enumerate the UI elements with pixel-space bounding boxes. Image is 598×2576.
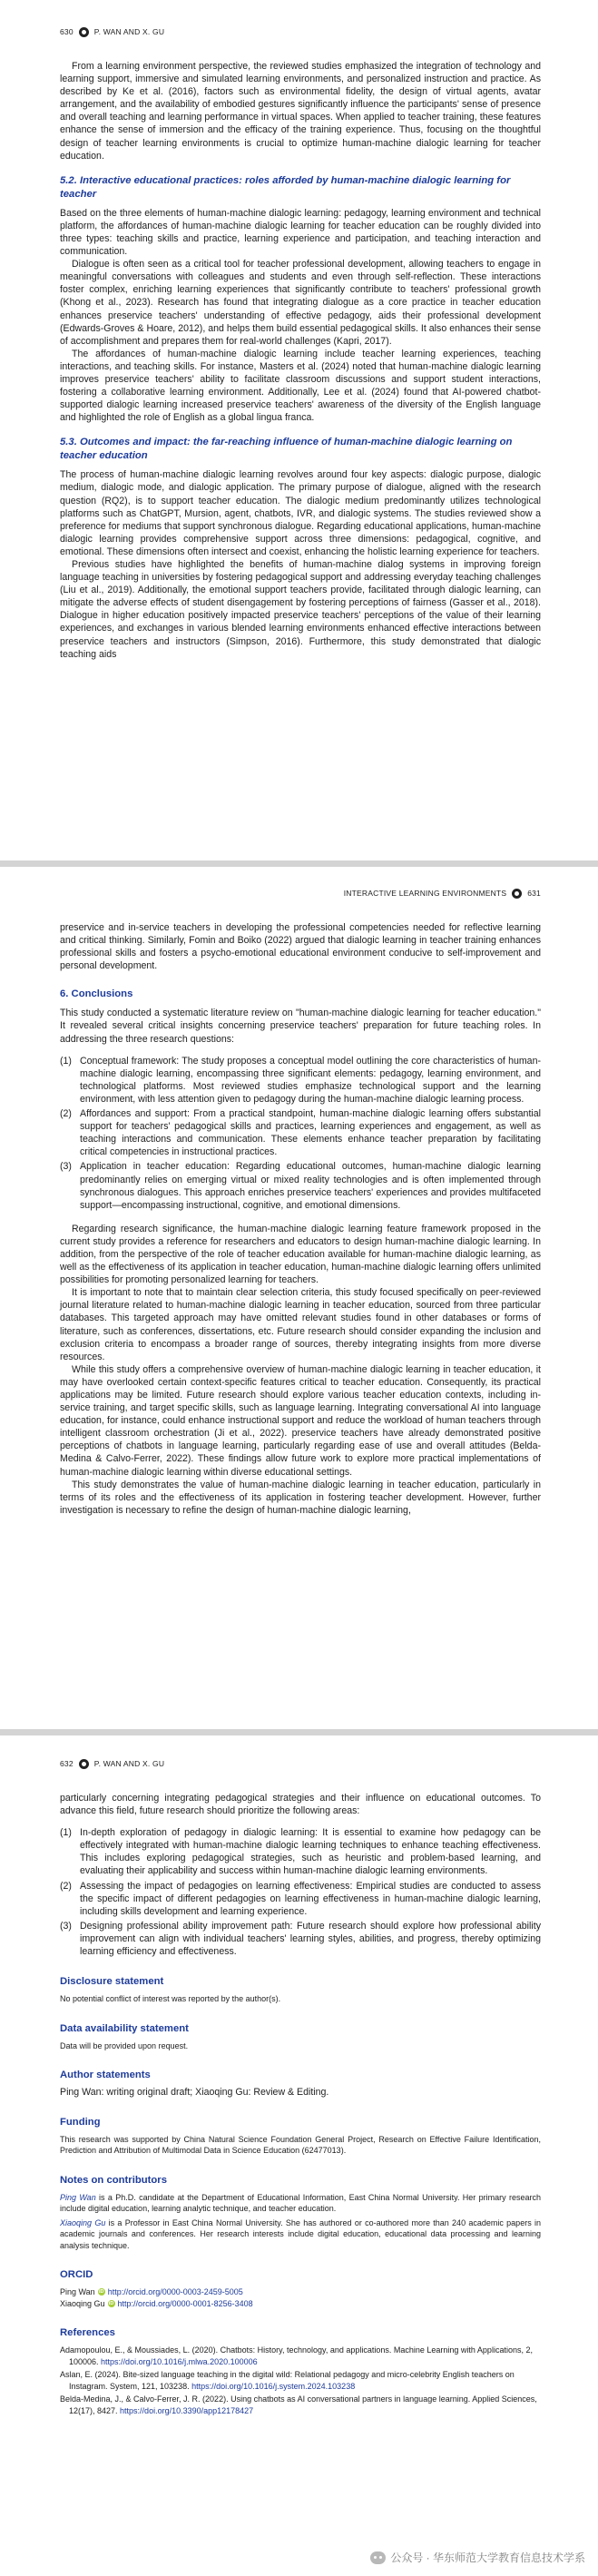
journal-logo-icon — [512, 889, 522, 899]
contributor-name[interactable]: Xiaoqing Gu — [60, 2217, 106, 2227]
list-marker: (3) — [60, 1920, 72, 1932]
paragraph: It is important to note that to maintain clear selection criteria, this study focused specifically on peer-reviewed journal literature related to human-machine dialogic learning in teacher education, sourced from three particular databases. This targeted approach may have omitted relevant studies found in other databases or forms of literature, such as conferences, dissertations, etc. Future research should consider expanding the inclusion and exclusion criteria to encompass a broader range of sources, thereby integrating insights from more diverse resources. — [60, 1287, 541, 1362]
numbered-list — [60, 1826, 541, 1958]
list-item — [60, 1107, 541, 1158]
list-item-text: Conceptual framework: The study proposes a conceptual model outlining the core characteristics of human-machine dialogic learning, encompassing three significant elements: pedagogy, learning environment, and technological platforms. Most reviewed studies emphasize technological support and the learning environment, with less attention given to pedagogy during the human-machine dialogic learning process. — [80, 1055, 541, 1105]
orcid-author: Xiaoqing Gu — [60, 2298, 105, 2308]
running-head — [60, 1757, 541, 1770]
paragraph: The process of human-machine dialogic learning revolves around four key aspects: dialogic purpose, dialogic medium, dialogic mode, and dialogic application. The primary purpose of dialogue, aligned with the research question (RQ2), is to support teacher education. The dialogic medium predominantly utilizes technological platforms such as ChatGPT, Mursion, agent, chatbots, IVR, and dialogic systems. The studies reviewed show a preference for mediums that support synchronous dialogue. Regarding educational applications, human-machine dialogic learning provides comprehensive support across three dimensions: pedagogical, cognitive, and emotional. These dimensions often intersect and coexist, enhancing the holistic learning experience for teachers. — [60, 469, 541, 557]
page-631 — [0, 867, 598, 1729]
page-632 — [0, 1735, 598, 2576]
wechat-icon — [370, 2551, 386, 2564]
orcid-entry — [60, 2286, 541, 2298]
list-marker: (1) — [60, 1827, 72, 1839]
reference-text: Adamopoulou, E., & Moussiades, L. (2020). Chatbots: History, technology, and applications. Machine Learning with Applications, 2, 100006. — [60, 2345, 533, 2366]
reference-text: Aslan, E. (2024). Bite-sized language teaching in the digital wild: Relational pedagogy and micro-celebrity English teachers on Instagram. System, 121, 103238. — [60, 2370, 515, 2391]
list-marker: (3) — [60, 1161, 72, 1173]
list-marker: (2) — [60, 1108, 72, 1120]
section-heading-5-3: 5.3. Outcomes and impact: the far-reaching influence of human-machine dialogic learning on teacher education — [60, 437, 513, 462]
contributor-bio: is a Ph.D. candidate at the Department of Educational Information, East China Normal University. Her primary research include digital education, learning analytic technique, and teacher education. — [60, 2192, 542, 2214]
running-head — [60, 25, 541, 38]
orcid-icon: iD — [98, 2289, 104, 2296]
reference-doi-link[interactable]: https://doi.org/10.1016/j.system.2024.103238 — [191, 2381, 356, 2391]
paragraph: Regarding research significance, the human-machine dialogic learning feature framework proposed in the current study provides a reference for researchers and educators to design human-machine dialogic learning. In addition, from the perspective of the role of teacher education available for human-machine dialogic learning, as well as the effectiveness of its application in teacher education, human-machine dialogic learning offers unlimited possibilities for promoting personalized learning for teachers. — [60, 1223, 541, 1286]
reference-item — [60, 2369, 541, 2392]
running-head-authors: P. WAN AND X. GU — [93, 27, 165, 36]
paragraph: The affordances of human-machine dialogic learning include teacher learning experiences, teaching interactions, and teaching skills. For instance, Masters et al. (2024) noted that human-machine dialogic learning improves preservice teachers' ability to facilitate classroom discussions and support student interactions, fostering a collaborative learning environment. Additionally, Lee et al. (2024) found that AI-powered chatbot-supported dialogic learning increased preservice teachers' awareness of the diversity of the English language and highlighted the role of English as a global lingua franca. — [60, 348, 541, 424]
running-head-authors: P. WAN AND X. GU — [93, 1759, 165, 1768]
running-head-journal: INTERACTIVE LEARNING ENVIRONMENTS — [343, 889, 507, 898]
section-heading-data-availability: Data availability statement — [60, 2022, 189, 2034]
list-item — [60, 1826, 541, 1877]
list-marker: (1) — [60, 1055, 72, 1067]
orcid-entry — [60, 2298, 541, 2310]
section-heading-references: References — [60, 2327, 115, 2339]
paragraph: This study conducted a systematic literature review on "human-machine dialogic learning for teacher education." It revealed several critical insights concerning preservice teachers' preparation for future teaching roles. In addressing the three research questions: — [60, 1008, 541, 1045]
journal-logo-icon — [79, 27, 89, 37]
numbered-list — [60, 1055, 541, 1212]
author-statements-text: Ping Wan: writing original draft; Xiaoqing Gu: Review & Editing. — [60, 2087, 329, 2099]
list-item-text: In-depth exploration of pedagogy in dialogic learning: It is essential to examine how pedagogy can be effectively integrated with human-machine dialogic learning techniques to enhance teaching effectiveness. This includes exploring pedagogical strategies, such as heuristic and problem-based learning, and evaluating their applicability and success within human-machine dialogic learning environments. — [80, 1827, 541, 1877]
list-item-text: Application in teacher education: Regarding educational outcomes, human-machine dialogic learning predominantly relies on emerging virtual or mixed reality technologies and is often implemented through synchronous dialogues. This approach enriches preservice teachers' experiences and provides multifaceted support—encompassing instructional, cognitive, and emotional dimensions. — [80, 1161, 541, 1211]
orcid-link[interactable]: http://orcid.org/0000-0001-8256-3408 — [117, 2298, 253, 2308]
list-item-text: Affordances and support: From a practical standpoint, human-machine dialogic learning offers substantial support for teachers' pedagogical skills and practices, learning experiences and engagement, as well as teaching interactions and communication. These elements enhance teacher preparation by facilitating critical competencies in instructional practices. — [80, 1108, 541, 1158]
orcid-icon: iD — [108, 2300, 114, 2306]
watermark-text: 公众号 · 华东师范大学教育信息技术学系 — [390, 2551, 585, 2564]
list-item — [60, 1880, 541, 1918]
paragraph: Dialogue is often seen as a critical tool for teacher professional development, allowing teachers to engage in meaningful conversations with colleagues and students and even through self-reflection. These interactions foster complex, enriching learning experiences that significantly contribute to teachers' professional growth (Khong et al., 2023). Research has found that integrating dialogue as a core practice in teacher education enhances preservice teachers' understanding of effective pedagogy, aids their professional development (Edwards-Groves & Hoare, 2012), and helps them build essential pedagogical skills. It also enhances their sense of accomplishment and prepares them for real-world challenges (Kapri, 2017). — [60, 259, 541, 347]
reference-list — [60, 2345, 541, 2416]
page-number: 632 — [60, 1759, 74, 1768]
section-heading-disclosure: Disclosure statement — [60, 1976, 164, 1988]
section-heading-5-2: 5.2. Interactive educational practices: roles afforded by human-machine dialogic learning for teacher — [60, 174, 511, 200]
contributor-note — [60, 2217, 541, 2252]
list-item — [60, 1920, 541, 1958]
watermark — [370, 2550, 585, 2565]
funding-text: This research was supported by China Natural Science Foundation General Project, Research on Effective Failure Identification, Prediction and Attribution of Multimodal Data in Science Education (62477013). — [60, 2134, 541, 2156]
disclosure-text: No potential conflict of interest was reported by the author(s). — [60, 1994, 281, 2004]
paragraph: This study demonstrates the value of human-machine dialogic learning in teacher education, particularly in terms of its roles and the effectiveness of its application in fostering teacher development. However, further investigation is necessary to refine the design of human-machine dialogic learning, — [60, 1479, 541, 1516]
reference-text: Belda-Medina, J., & Calvo-Ferrer, J. R. (2022). Using chatbots as AI conversational partners in language learning. Applied Sciences, 12(17), 8427. — [60, 2394, 537, 2415]
orcid-link[interactable]: http://orcid.org/0000-0003-2459-5005 — [107, 2287, 243, 2297]
list-item — [60, 1055, 541, 1106]
contributor-note — [60, 2192, 541, 2215]
reference-item — [60, 2345, 541, 2367]
list-marker: (2) — [60, 1880, 72, 1892]
reference-doi-link[interactable]: https://doi.org/10.1016/j.mlwa.2020.100006 — [101, 2356, 258, 2366]
data-availability-text: Data will be provided upon request. — [60, 2040, 189, 2050]
list-item-text: Assessing the impact of pedagogies on learning effectiveness: Empirical studies are conducted to assess the specific impact of different pedagogies on learning effectiveness in human-machine dialogic learning, including skills development and learning experience. — [80, 1880, 541, 1917]
contributor-bio: is a Professor in East China Normal University. She has authored or co-authored more than 240 academic papers in academic journals and conferences. Her research interests include digital education, educational data processing and learning analysis technique. — [60, 2217, 541, 2250]
section-heading-funding: Funding — [60, 2116, 101, 2128]
list-item-text: Designing professional ability improvement path: Future research should explore how professional ability improvement can align with individual teachers' learning styles, abilities, and progress, thereby optimizing learning efficiency and effectiveness. — [80, 1920, 541, 1958]
paragraph: particularly concerning integrating pedagogical strategies and their influence on educational outcomes. To advance this field, future research should prioritize the following areas: — [60, 1793, 541, 1817]
paragraph: preservice and in-service teachers in developing the professional competencies needed for reflective learning and critical thinking. Similarly, Fomin and Boiko (2022) argued that dialogic learning in teacher training enhances professional skills and fosters a psycho-emotional educational environment conducive to self-improvement and personal development. — [60, 922, 541, 972]
running-head — [60, 887, 541, 900]
paragraph: While this study offers a comprehensive overview of human-machine dialogic learning in teacher education, it may have overlooked certain context-specific features critical to teacher education. Consequently, its practical applications may be limited. Future research should explore various teacher education contexts, including in-service training, and target specific skills, such as language learning. Integrating conversational AI into language education, for instance, could enhance instructional support and reduce the workload of human teachers through intelligent classroom orchestration (Ji et al., 2022). preservice teachers have already demonstrated positive perceptions of chatbots in language learning, particularly regarding ease of use and overall attitudes (Belda-Medina & Calvo-Ferrer, 2022). These findings allow future work to explore more practical implementations of human-machine dialogic learning within diverse educational settings. — [60, 1363, 541, 1478]
paragraph: Previous studies have highlighted the benefits of human-machine dialog systems in improving foreign language teaching in universities by fostering pedagogical support and addressing everyday teaching challenges (Liu et al., 2019). Additionally, the emotional support teachers provide, facilitated through dialogic learning, can mitigate the adverse effects of student disengagement by fostering perceptions of fairness (Gasser et al., 2018). Dialogue in higher education positively impacted preservice teachers' perceptions of the value of their learning experiences, and exchanges in various blended learning environments enhanced effective interactions between preservice teachers and instructors (Simpson, 2016). Furthermore, this study demonstrated that dialogic teaching aids — [60, 559, 541, 660]
section-heading-orcid: ORCID — [60, 2269, 93, 2281]
paragraph: Based on the three elements of human-machine dialogic learning: pedagogy, learning environment and technical platform, the affordances of human-machine dialogic learning for teacher education can be roughly divided into three types: teaching skills and practice, learning experience and participation, and teaching interaction and communication. — [60, 207, 541, 258]
page-number: 631 — [527, 889, 541, 898]
page-630 — [0, 0, 598, 860]
page-number: 630 — [60, 27, 74, 36]
section-heading-author-statements: Author statements — [60, 2070, 151, 2081]
section-heading-contributors: Notes on contributors — [60, 2174, 167, 2186]
section-heading-conclusions: 6. Conclusions — [60, 988, 133, 1000]
journal-logo-icon — [79, 1759, 89, 1769]
reference-item — [60, 2394, 541, 2416]
orcid-author: Ping Wan — [60, 2287, 95, 2297]
paragraph: From a learning environment perspective, the reviewed studies emphasized the integration of technology and learning support, immersive and simulated learning environments, and personalized instruction and practice. As described by Ke et al. (2016), factors such as environmental fidelity, the design of virtual agents, avatar arrangement, and the availability of embodied gestures significantly influence the participants' sense of presence and overall teaching and learning performance in virtual spaces. When applied to teacher training, these features enhance the sense of immersion and the efficacy of the training experience. Thus, focusing on the thoughtful design of teacher learning environments is crucial to optimize human-machine dialogic learning for teacher education. — [60, 61, 541, 162]
contributor-name[interactable]: Ping Wan — [60, 2192, 96, 2202]
list-item — [60, 1160, 541, 1211]
reference-doi-link[interactable]: https://doi.org/10.3390/app12178427 — [120, 2405, 254, 2415]
